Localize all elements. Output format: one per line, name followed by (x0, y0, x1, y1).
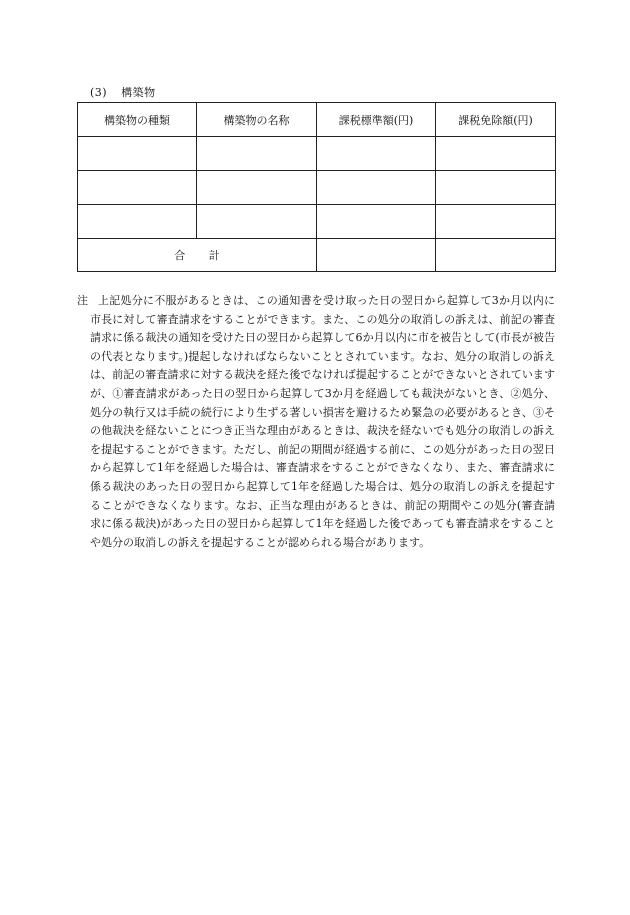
table-cell[interactable] (317, 171, 436, 205)
table-row (78, 171, 556, 205)
table-cell[interactable] (436, 171, 556, 205)
table-cell[interactable] (197, 171, 317, 205)
structures-table (77, 102, 556, 272)
header-structure-type: 構築物の種類 (78, 103, 197, 137)
table-total-row (78, 239, 556, 272)
header-structure-name: 構築物の名称 (197, 103, 317, 137)
table-cell[interactable] (197, 205, 317, 239)
table-cell[interactable] (78, 137, 197, 171)
section-heading (90, 84, 156, 100)
total-label: 合 計 (78, 239, 317, 272)
table-cell[interactable] (78, 205, 197, 239)
table-cell[interactable] (78, 171, 197, 205)
section-number: (3) (90, 86, 108, 99)
note-body-text: 上記処分に不服があるときは、この通知書を受け取った日の翌日から起算して3か月以内に市長に対して審査請求をすることができます。また、この処分の取消しの訴えは、前記の審査請求に係る裁決の通知を受けた日の翌日から起算して6か月以内に市を被告として(市長が被告の代表となります。)提起しなければならないこととされています。なお、処分の取消しの訴えは、前記の審査請求に対する裁決を経た後でなければ提起することができないとされていますが、①審査請求があった日の翌日から起算して3か月を経過しても裁決がないとき、②処分、処分の執行又は手続の続行により生ずる著しい損害を避けるため緊急の必要があるとき、③その他裁決を経ないことにつき正当な理由があるときは、裁決を経ないでも処分の取消しの訴えを提起することができます。ただし、前記の期間が経過する前に、この処分があった日の翌日から起算して1年を経過した場合は、審査請求をすることができなくなり、また、審査請求に係る裁決のあった日の翌日から起算して1年を経過した場合は、処分の取消しの訴えを提起することができなくなります。なお、正当な理由があるときは、前記の期間やこの処分(審査請求に係る裁決)があった日の翌日から起算して1年を経過した後であっても審査請求をすることや処分の取消しの訴えを提起することが認められる場合があります。 (90, 294, 555, 549)
table-header-row (78, 103, 556, 137)
note-block (77, 292, 555, 552)
header-tax-exemption: 課税免除額(円) (436, 103, 556, 137)
table-cell[interactable] (197, 137, 317, 171)
table-cell[interactable] (317, 205, 436, 239)
header-taxable-base: 課税標準額(円) (317, 103, 436, 137)
total-tax-exemption[interactable] (436, 239, 556, 272)
note-label: 注 (77, 294, 88, 307)
note-text (77, 292, 555, 552)
total-taxable-base[interactable] (317, 239, 436, 272)
table-row (78, 205, 556, 239)
table-cell[interactable] (436, 137, 556, 171)
section-title: 構築物 (121, 86, 156, 99)
table-cell[interactable] (317, 137, 436, 171)
table-row (78, 137, 556, 171)
table-cell[interactable] (436, 205, 556, 239)
